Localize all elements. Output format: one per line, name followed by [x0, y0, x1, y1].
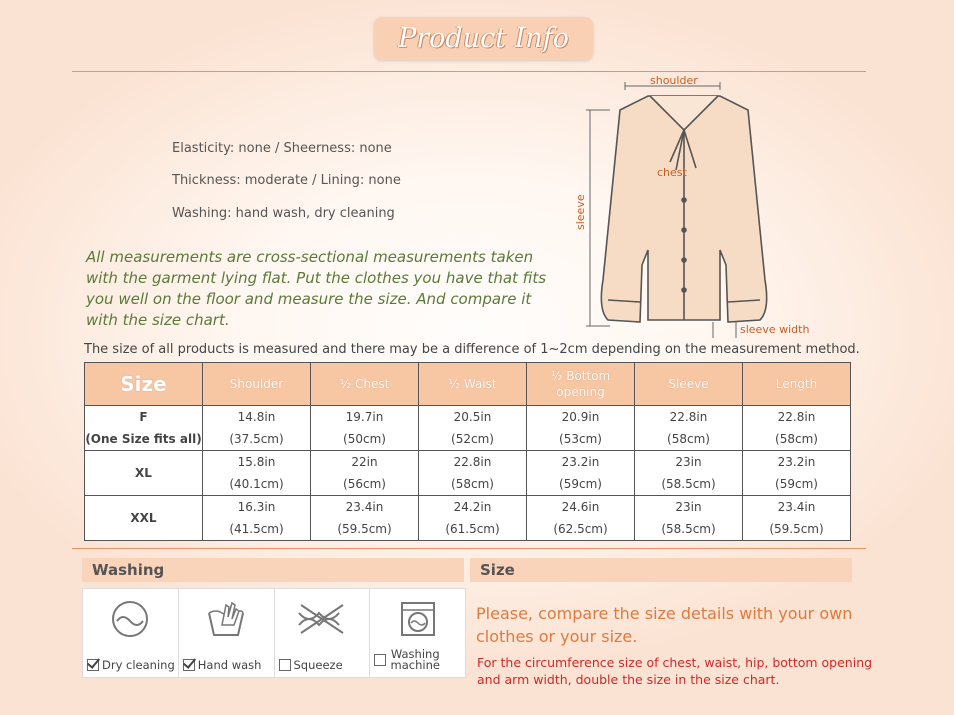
table-row: [85, 451, 851, 496]
header-length: Length: [743, 363, 851, 406]
chest-label: chest: [657, 166, 687, 179]
table-cell: 22.8in (58cm): [743, 406, 851, 451]
sleeve-label: sleeve: [574, 194, 587, 230]
table-cell: 15.8in (40.1cm): [203, 451, 311, 496]
table-cell: 23.2in (59cm): [743, 451, 851, 496]
washing-label: Hand wash: [197, 657, 262, 672]
size-cell: XL: [85, 451, 203, 496]
hand-wash-checkbox: [183, 659, 195, 671]
washing-item-squeeze: [275, 589, 371, 677]
washing-machine-icon: [398, 599, 438, 639]
header-sleeve: Sleeve: [635, 363, 743, 406]
measurement-note: All measurements are cross-sectional measurements taken with the garment lying flat. Put the clothes you have that fits you well on the floor and measure the size. And compare it with the size chart.: [86, 248, 547, 329]
table-cell: 19.7in (50cm): [311, 406, 419, 451]
washing-item-dry-cleaning: [83, 589, 179, 677]
table-cell: 24.2in (61.5cm): [419, 496, 527, 541]
garment-diagram: [570, 70, 820, 340]
dry-cleaning-checkbox: [87, 659, 99, 671]
table-cell: 20.5in (52cm): [419, 406, 527, 451]
table-row: [85, 496, 851, 541]
washing-icons-panel: [82, 588, 466, 678]
table-cell: 24.6in (62.5cm): [527, 496, 635, 541]
table-cell: 22.8in (58cm): [419, 451, 527, 496]
spec-washing: Washing: hand wash, dry cleaning: [172, 206, 395, 221]
blouse-illustration: [601, 96, 766, 322]
washing-machine-checkbox: [374, 654, 386, 666]
table-cell: 22.8in (58cm): [635, 406, 743, 451]
shoulder-label: shoulder: [650, 74, 698, 87]
table-cell: 20.9in (53cm): [527, 406, 635, 451]
table-cell: 14.8in (37.5cm): [203, 406, 311, 451]
spec-thickness: Thickness: moderate / Lining: none: [172, 173, 401, 188]
circumference-note: For the circumference size of chest, waist, hip, bottom opening and arm width, double the size in the size chart.: [477, 655, 873, 687]
table-cell: 23.4in (59.5cm): [743, 496, 851, 541]
sleeve-width-label: sleeve width: [740, 323, 810, 336]
table-cell: 22in (56cm): [311, 451, 419, 496]
header-shoulder: Shoulder: [203, 363, 311, 406]
dry-cleaning-icon: [110, 599, 150, 639]
header-half-bottom-opening: ½ Bottom opening: [527, 363, 635, 406]
table-cell: 16.3in (41.5cm): [203, 496, 311, 541]
size-cell: XXL: [85, 496, 203, 541]
size-cell: F (One Size fits all): [85, 406, 203, 451]
header-half-chest: ½ Chest: [311, 363, 419, 406]
washing-heading: Washing: [82, 558, 464, 582]
table-cell: 23.2in (59cm): [527, 451, 635, 496]
header-size: Size: [85, 363, 203, 406]
page-title: Product Info: [374, 17, 593, 60]
table-cell: 23.4in (59.5cm): [311, 496, 419, 541]
washing-label: Washing machine: [390, 647, 440, 672]
hand-wash-icon: [204, 599, 248, 639]
table-row: [85, 406, 851, 451]
washing-item-washing-machine: [370, 589, 465, 677]
washing-label: Dry cleaning: [102, 657, 175, 672]
table-cell: 23in (58.5cm): [635, 496, 743, 541]
spec-elasticity: Elasticity: none / Sheerness: none: [172, 141, 392, 156]
washing-label: Squeeze: [293, 657, 343, 672]
table-cell: 23in (58.5cm): [635, 451, 743, 496]
squeeze-checkbox: [279, 659, 291, 671]
header-half-waist: ½ Waist: [419, 363, 527, 406]
table-note: The size of all products is measured and there may be a difference of 1~2cm depending on the measurement method.: [84, 342, 860, 357]
size-chart-table: [84, 362, 851, 541]
divider-bottom: [72, 548, 866, 549]
compare-size-text: Please, compare the size details with your own clothes or your size.: [476, 604, 853, 646]
no-wring-icon: [295, 599, 349, 639]
table-header-row: [85, 363, 851, 406]
washing-item-hand-wash: [179, 589, 275, 677]
size-heading: Size: [470, 558, 852, 582]
